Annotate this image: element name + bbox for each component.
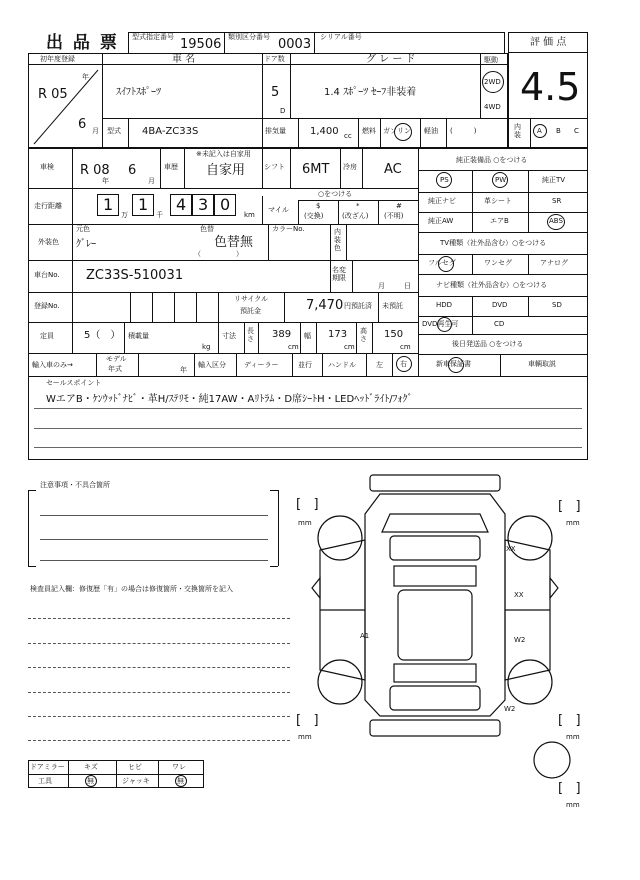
mileage-unit: km bbox=[244, 211, 255, 219]
later-warranty: 新車保証書 bbox=[436, 360, 471, 368]
length-value: 389 bbox=[272, 329, 292, 340]
name-change-month: 月 bbox=[378, 282, 385, 290]
ac-label: 冷房 bbox=[343, 163, 357, 171]
interior-b: B bbox=[556, 127, 561, 135]
fuel-gasoline: ガソリン bbox=[383, 127, 411, 135]
registration-label: 登録No. bbox=[34, 302, 60, 310]
color-label: 外装色 bbox=[38, 238, 59, 246]
doors-suffix: D bbox=[280, 107, 286, 115]
model-label: 型式 bbox=[107, 127, 121, 135]
mm-bracket-spare: [ ] bbox=[558, 781, 581, 796]
import-cat-label: 輸入区分 bbox=[198, 361, 226, 369]
color-no-label: カラーNo. bbox=[272, 225, 305, 233]
navi-title: ナビ種類（社外品含む）○をつける bbox=[436, 281, 548, 289]
model-year-label2: 年式 bbox=[108, 365, 122, 373]
drive-2wd: 2WD bbox=[484, 78, 501, 86]
recycle-unpaid: 未預託 bbox=[382, 302, 403, 310]
history-note: ※未記入は自家用 bbox=[196, 150, 251, 158]
length-unit: cm bbox=[288, 343, 299, 351]
equipment-title: 純正装備品 ○をつける bbox=[456, 156, 528, 164]
width-value: 173 bbox=[328, 329, 348, 340]
handle-label: ハンドル bbox=[328, 361, 356, 369]
drive-4wd: 4WD bbox=[484, 103, 501, 111]
equip-abs: ABS bbox=[549, 217, 563, 225]
mileage-mark-title: ○をつける bbox=[318, 190, 353, 198]
mm-bracket-fl: [ ] bbox=[296, 497, 319, 512]
color-orig-label: 元色 bbox=[76, 225, 90, 233]
first-reg-year-unit: 年 bbox=[82, 73, 89, 81]
import-label: 輸入車のみ→ bbox=[32, 361, 73, 369]
notes-label: 注意事項・不具合箇所 bbox=[40, 481, 110, 489]
equip-pw: PW bbox=[495, 176, 507, 184]
later-title: 後日発送品 ○をつける bbox=[452, 340, 524, 348]
equip-sr: SR bbox=[552, 197, 562, 205]
first-reg-month-unit: 月 bbox=[92, 127, 99, 135]
height-label: 高さ bbox=[360, 327, 367, 344]
mileage-opt2-sub: (改ざん) bbox=[342, 212, 369, 220]
import-parallel: 並行 bbox=[298, 361, 312, 369]
later-manual: 車輌取説 bbox=[528, 360, 556, 368]
tv-oneseg: ワンセグ bbox=[484, 259, 512, 267]
diagram-w2-rear: W2 bbox=[504, 705, 516, 713]
first-reg-diagonal bbox=[28, 64, 102, 148]
model-code-label: 型式指定番号 bbox=[132, 33, 174, 41]
score-value: 4.5 bbox=[520, 65, 581, 109]
missing-jack: ジャッキ bbox=[122, 777, 150, 785]
navi-sd: SD bbox=[552, 301, 562, 309]
equip-airbag: エアB bbox=[490, 217, 509, 225]
tv-analog: アナログ bbox=[540, 259, 568, 267]
color-change-value: 色替無 bbox=[214, 235, 254, 250]
mileage-digit5: 0 bbox=[220, 195, 231, 214]
category-value: 0003 bbox=[278, 37, 312, 52]
ac-value: AC bbox=[384, 162, 402, 177]
mm-fl: mm bbox=[298, 519, 312, 527]
color-change-label: 色替 bbox=[200, 225, 214, 233]
load-unit: kg bbox=[202, 343, 211, 351]
mileage-opt3-sub: (不明) bbox=[384, 212, 404, 220]
inspection-label: 車検 bbox=[40, 163, 54, 171]
missing-break: ワレ bbox=[172, 763, 186, 771]
history-value: 自家用 bbox=[206, 163, 246, 178]
displacement-value: 1,400 bbox=[310, 126, 339, 137]
chassis-label: 車台No. bbox=[34, 271, 60, 279]
load-label: 積載量 bbox=[128, 332, 149, 340]
mm-rl: mm bbox=[298, 733, 312, 741]
diagram-a1: A1 bbox=[360, 632, 370, 640]
sales-text: WエアB・ｹﾝｳｯﾄﾞﾅﾋﾞ・革H/ｽﾃﾘﾓ・純17AW・Aﾘﾄﾗﾑ・D席ｼｰﾄH・LEDﾍｯﾄﾞﾗｲﾄ/ﾌｫｸﾞ bbox=[46, 394, 413, 405]
shift-value: 6MT bbox=[302, 162, 330, 177]
first-reg-month: 6 bbox=[78, 117, 87, 132]
equip-leather: 革シート bbox=[484, 197, 512, 205]
interior-c: C bbox=[574, 127, 579, 135]
interior-a: A bbox=[537, 127, 542, 135]
fuel-other: ( ) bbox=[450, 127, 477, 135]
score-label: 評 価 点 bbox=[530, 37, 567, 48]
model-year-unit: 年 bbox=[180, 366, 187, 374]
grade-value: 1.4 ｽﾎﾟｰﾂ ｾｰﾌ非装着 bbox=[324, 87, 417, 98]
first-reg-year: R 05 bbox=[38, 87, 68, 102]
mileage-opt1: $ bbox=[316, 202, 321, 210]
drive-label: 駆動 bbox=[484, 56, 498, 64]
equip-aw: 純正AW bbox=[428, 217, 454, 225]
capacity-value: 5（ ） bbox=[84, 330, 121, 341]
missing-jack-value: 無 bbox=[177, 777, 184, 785]
mm-bracket-rr: [ ] bbox=[558, 713, 581, 728]
fuel-label: 燃料 bbox=[362, 127, 376, 135]
chassis-value: ZC33S-510031 bbox=[86, 268, 184, 283]
import-dealer: ディーラー bbox=[244, 361, 279, 369]
recycle-label1: リサイクル bbox=[234, 295, 269, 303]
dim-label: 寸法 bbox=[222, 332, 236, 340]
first-reg-label: 初年度登録 bbox=[40, 55, 75, 63]
interior-color-label: 内装色 bbox=[334, 228, 341, 253]
recycle-label2: 預託金 bbox=[240, 307, 261, 315]
color-change-paren: （ ） bbox=[194, 250, 243, 258]
missing-tools-value: 無 bbox=[87, 777, 94, 785]
inspector-label: 検査員記入欄：修復歴「有」の場合は修復箇所・交換箇所を記入 bbox=[30, 585, 233, 593]
capacity-label: 定員 bbox=[40, 332, 54, 340]
missing-crack: ヒビ bbox=[128, 763, 142, 771]
mm-fr: mm bbox=[566, 519, 580, 527]
grade-label: グ レ ー ド bbox=[366, 54, 416, 65]
mileage-sen: 千 bbox=[156, 211, 163, 219]
shift-label: シフト bbox=[264, 163, 285, 171]
navi-cd: CD bbox=[494, 320, 505, 328]
navi-hdd: HDD bbox=[436, 301, 453, 309]
mileage-man: 万 bbox=[121, 211, 128, 219]
width-unit: cm bbox=[344, 343, 355, 351]
diagram-xx-front: XX bbox=[506, 545, 516, 553]
car-name-value: ｽｲﾌﾄｽﾎﾟｰﾂ bbox=[116, 87, 161, 98]
displacement-label: 排気量 bbox=[265, 127, 286, 135]
doors-label: ドア数 bbox=[264, 55, 285, 63]
navi-dvdplay: DVD再生可 bbox=[422, 320, 459, 328]
model-value: 4BA-ZC33S bbox=[142, 126, 199, 137]
inspection-month: 6 bbox=[128, 163, 137, 178]
interior-label: 内装 bbox=[514, 123, 521, 139]
mileage-label: 走行距離 bbox=[34, 202, 62, 210]
recycle-suffix: 円預託済 bbox=[344, 302, 372, 310]
displacement-unit: cc bbox=[344, 132, 352, 140]
equip-ps: PS bbox=[440, 176, 449, 184]
handle-right: 右 bbox=[400, 360, 407, 368]
inspection-month-unit: 月 bbox=[148, 177, 155, 185]
name-change-day: 日 bbox=[404, 282, 411, 290]
mileage-opt2: * bbox=[356, 202, 360, 210]
serial-label: シリアル番号 bbox=[320, 33, 362, 41]
fuel-diesel: 軽油 bbox=[424, 127, 438, 135]
width-label: 幅 bbox=[304, 332, 311, 340]
category-label: 類別区分番号 bbox=[228, 33, 270, 41]
missing-scratch: キズ bbox=[84, 763, 98, 771]
mileage-digit1: 1 bbox=[103, 195, 114, 214]
navi-dvd: DVD bbox=[492, 301, 508, 309]
color-orig-value: ｸﾞﾚｰ bbox=[76, 239, 96, 250]
mm-rr: mm bbox=[566, 733, 580, 741]
car-name-label: 車 名 bbox=[172, 54, 196, 65]
missing-mirror: ドアミラー bbox=[30, 763, 65, 771]
inspection-year: R 08 bbox=[80, 163, 110, 178]
mm-bracket-fr: [ ] bbox=[558, 499, 581, 514]
history-label: 車歴 bbox=[164, 163, 178, 171]
model-year-label1: モデル bbox=[106, 355, 127, 363]
equip-tv: 純正TV bbox=[542, 176, 566, 184]
mm-bracket-rl: [ ] bbox=[296, 713, 319, 728]
tv-title: TV種類（社外品含む）○をつける bbox=[440, 239, 547, 247]
length-label: 長さ bbox=[247, 327, 254, 344]
sales-label: セールスポイント bbox=[46, 379, 102, 387]
diagram-xx-side: XX bbox=[514, 591, 524, 599]
height-unit: cm bbox=[400, 343, 411, 351]
mm-spare: mm bbox=[566, 801, 580, 809]
doors-value: 5 bbox=[271, 85, 280, 100]
diagram-w2-side: W2 bbox=[514, 636, 526, 644]
mileage-digit3: 4 bbox=[176, 195, 187, 214]
missing-tools: 工具 bbox=[38, 777, 52, 785]
mileage-mile: マイル bbox=[268, 206, 289, 214]
name-change-label: 名変期限 bbox=[332, 266, 346, 283]
form-title: 出 品 票 bbox=[46, 33, 119, 53]
handle-left: 左 bbox=[376, 361, 383, 369]
mileage-digit2: 1 bbox=[138, 195, 149, 214]
mileage-opt3: # bbox=[396, 202, 402, 210]
mileage-digit4: 3 bbox=[198, 195, 209, 214]
model-code-value: 19506 bbox=[180, 37, 222, 52]
tv-fullseg: フルセグ bbox=[428, 259, 456, 267]
mileage-opt1-sub: (交換) bbox=[304, 212, 324, 220]
inspection-year-unit: 年 bbox=[102, 177, 109, 185]
recycle-value: 7,470 bbox=[306, 298, 344, 313]
equip-navi: 純正ナビ bbox=[428, 197, 456, 205]
height-value: 150 bbox=[384, 329, 404, 340]
